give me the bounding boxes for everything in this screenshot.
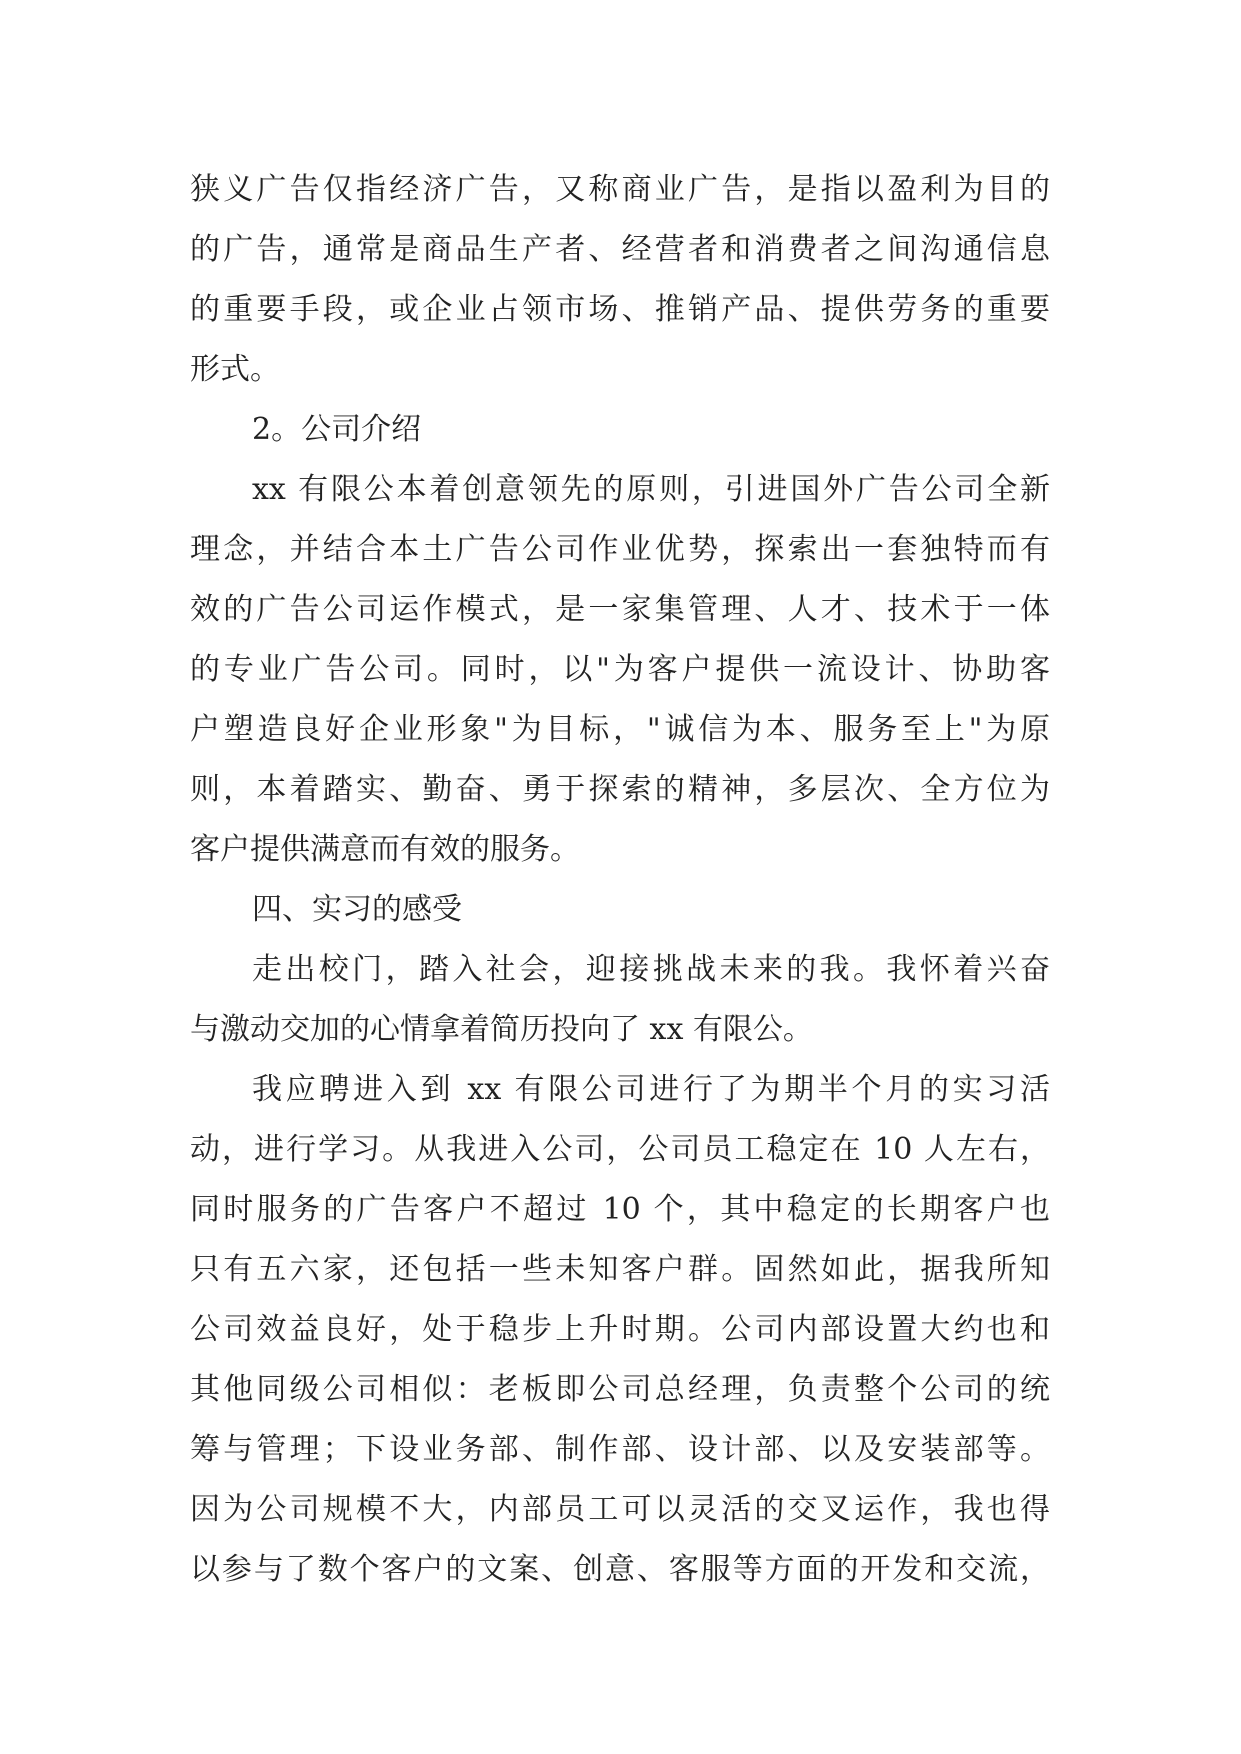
text-line: 与激动交加的心情拿着简历投向了 xx 有限公。 bbox=[190, 1012, 813, 1047]
section-heading: 四、实习的感受 bbox=[252, 892, 462, 927]
text-line: 同时服务的广告客户不超过 10 个，其中稳定的长期客户也 bbox=[190, 1192, 1050, 1227]
text-line: 效的广告公司运作模式，是一家集管理、人才、技术于一体 bbox=[190, 592, 1050, 627]
text-line: 动，进行学习。从我进入公司，公司员工稳定在 10 人左右， bbox=[190, 1132, 1050, 1167]
text-line: 客户提供满意而有效的服务。 bbox=[190, 832, 580, 867]
text-line: 走出校门，踏入社会，迎接挑战未来的我。我怀着兴奋 bbox=[252, 952, 1050, 987]
text-line: 筹与管理；下设业务部、制作部、设计部、以及安装部等。 bbox=[190, 1432, 1050, 1467]
document-body bbox=[190, 160, 1050, 1600]
text-line: 的专业广告公司。同时，以"为客户提供一流设计、协助客 bbox=[190, 652, 1050, 687]
text-line: 的重要手段，或企业占领市场、推销产品、提供劳务的重要 bbox=[190, 292, 1050, 327]
text-line: 公司效益良好，处于稳步上升时期。公司内部设置大约也和 bbox=[190, 1312, 1050, 1347]
text-line: xx 有限公本着创意领先的原则，引进国外广告公司全新 bbox=[252, 472, 1050, 507]
text-line: 其他同级公司相似：老板即公司总经理，负责整个公司的统 bbox=[190, 1372, 1050, 1407]
text-line: 理念，并结合本土广告公司作业优势，探索出一套独特而有 bbox=[190, 532, 1050, 567]
text-line: 狭义广告仅指经济广告，又称商业广告，是指以盈利为目的 bbox=[190, 172, 1050, 207]
text-line: 只有五六家，还包括一些未知客户群。固然如此，据我所知 bbox=[190, 1252, 1050, 1287]
text-line: 我应聘进入到 xx 有限公司进行了为期半个月的实习活 bbox=[252, 1072, 1050, 1107]
section-heading: 2。公司介绍 bbox=[252, 412, 422, 447]
text-line: 因为公司规模不大，内部员工可以灵活的交叉运作，我也得 bbox=[190, 1492, 1050, 1527]
text-line: 形式。 bbox=[190, 352, 280, 387]
text-line: 的广告，通常是商品生产者、经营者和消费者之间沟通信息 bbox=[190, 232, 1050, 267]
text-line: 则，本着踏实、勤奋、勇于探索的精神，多层次、全方位为 bbox=[190, 772, 1050, 807]
text-line: 户塑造良好企业形象"为目标，"诚信为本、服务至上"为原 bbox=[190, 712, 1050, 747]
text-line: 以参与了数个客户的文案、创意、客服等方面的开发和交流， bbox=[190, 1552, 1050, 1587]
